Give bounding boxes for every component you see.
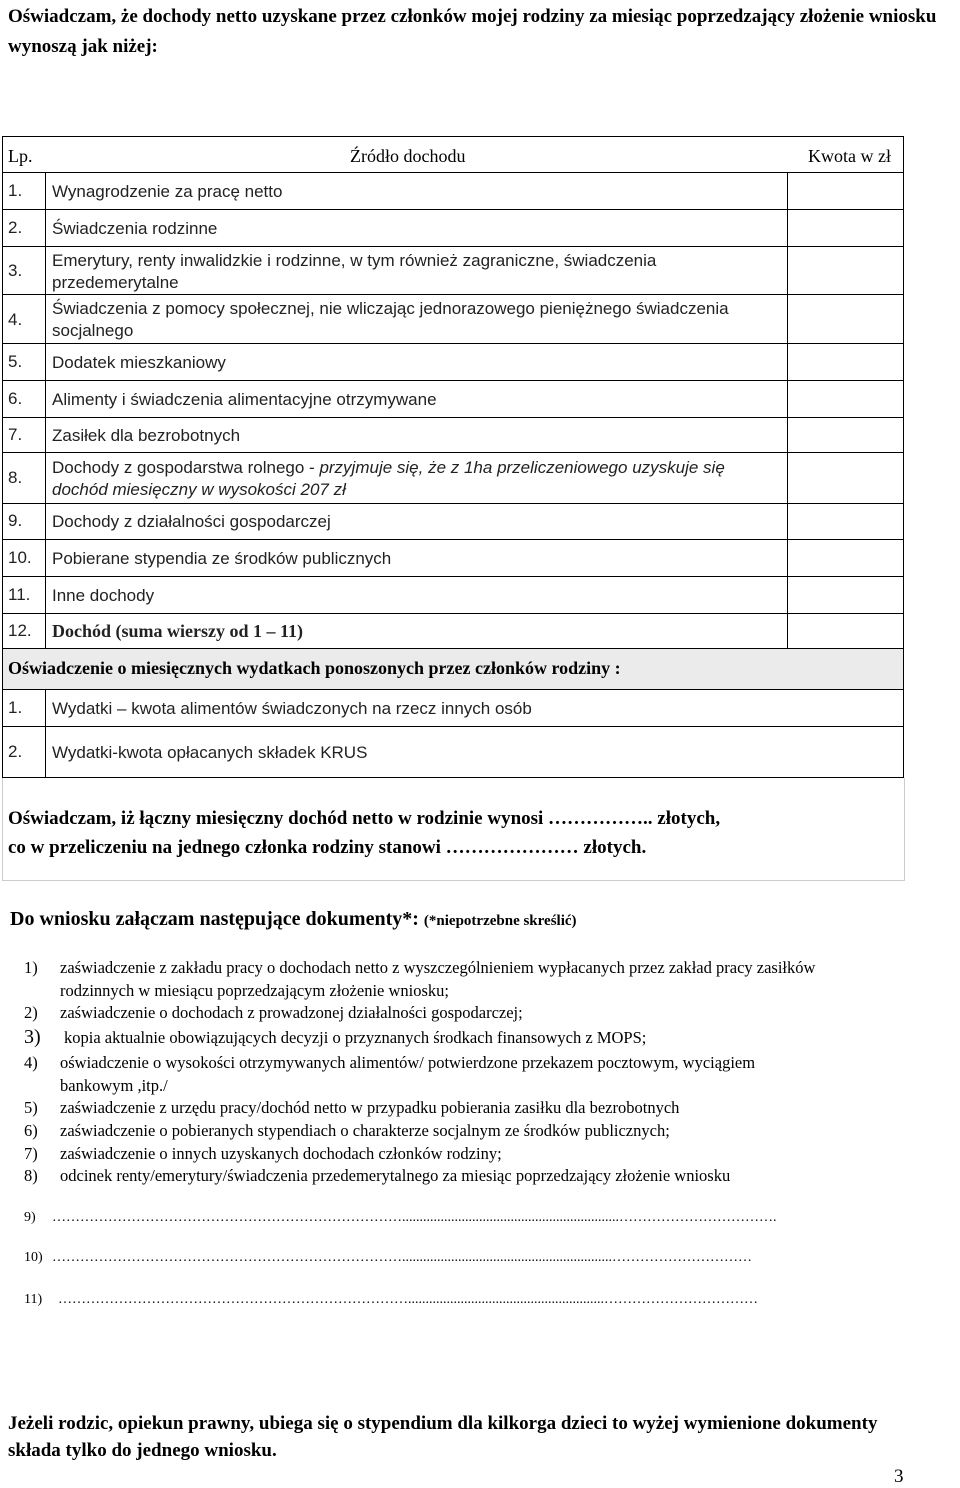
blank-attachment-item xyxy=(24,1250,752,1266)
row-number: 5. xyxy=(8,352,23,371)
table-row xyxy=(2,295,904,344)
table-header xyxy=(2,136,904,173)
row-number: 4. xyxy=(8,310,23,329)
row-label xyxy=(52,457,782,501)
declaration-line-2: co w przeliczeniu na jednego członka rodziny stanowi ………………… złotych. xyxy=(8,837,647,858)
attachment-item xyxy=(24,1164,730,1187)
row-number: 12. xyxy=(8,621,32,640)
item-text: zaświadczenie z urzędu pracy/dochód netto w przypadku pobierania zasiłku dla bezrobotnych xyxy=(60,1098,680,1117)
item-text: oświadczenie o wysokości otrzymywanych alimentów/ potwierdzone przekazem pocztowym, wyciągiem xyxy=(60,1053,756,1072)
attachment-item xyxy=(24,1096,679,1119)
row-label: Dodatek mieszkaniowy xyxy=(52,353,226,372)
attachment-item xyxy=(24,1051,756,1095)
row-label: Alimenty i świadczenia alimentacyjne otrzymywane xyxy=(52,390,437,409)
attachment-item xyxy=(24,956,816,1000)
table-row xyxy=(2,173,904,210)
intro-statement: Oświadczam, że dochody netto uzyskane przez członków mojej rodziny za miesiąc poprzedzający złożenie wniosku wynoszą jak niżej: xyxy=(8,6,937,57)
item-number: 6) xyxy=(24,1121,38,1140)
item-text: odcinek renty/emerytury/świadczenia przedemerytalnego za miesiąc poprzedzający złożenie wniosku xyxy=(60,1166,731,1185)
table-row xyxy=(2,453,904,504)
item-number: 3) xyxy=(24,1026,41,1048)
table-row xyxy=(2,247,904,295)
row-label: Zasiłek dla bezrobotnych xyxy=(52,426,241,445)
item-number: 9) xyxy=(24,1210,36,1225)
item-text: zaświadczenie o dochodach z prowadzonej działalności gospodarczej; xyxy=(60,1003,523,1022)
table-row xyxy=(2,344,904,381)
header-source: Źródło dochodu xyxy=(350,146,466,166)
item-number: 10) xyxy=(24,1250,43,1265)
income-declaration xyxy=(8,804,720,862)
item-number: 5) xyxy=(24,1098,38,1117)
row-label: Pobierane stypendia ze środków publicznych xyxy=(52,549,392,568)
table-row xyxy=(2,381,904,418)
attachments-heading xyxy=(10,908,577,931)
row-label: Wydatki-kwota opłacanych składek KRUS xyxy=(52,743,368,762)
row-label: Wynagrodzenie za pracę netto xyxy=(52,182,283,201)
attachment-item xyxy=(24,1026,646,1049)
row-number: 9. xyxy=(8,511,23,530)
row-number: 1. xyxy=(8,698,23,717)
item-text-continued: rodzinnych w miesiącu poprzedzającym złożenie wniosku; xyxy=(60,981,449,1000)
expense-row xyxy=(2,690,904,727)
row-label: Dochód (suma wierszy od 1 – 11) xyxy=(52,621,303,641)
attachments-title: Do wniosku załączam następujące dokumenty*: xyxy=(10,908,419,930)
blank-attachment-item xyxy=(24,1210,777,1226)
header-amount: Kwota w zł xyxy=(808,146,891,166)
item-text: kopia aktualnie obowiązujących decyzji o przyznanych środkach finansowych z MOPS; xyxy=(64,1028,647,1047)
item-number: 8) xyxy=(24,1166,38,1185)
fill-in-dots: …………………………………………………………………..............................................................……………………………. xyxy=(52,1210,777,1225)
row-label: Świadczenia z pomocy społecznej, nie wliczając jednorazowego pieniężnego świadczenia socjalnego xyxy=(52,299,729,340)
fill-in-dots: …………………………………………………………………............................................................………………………… xyxy=(52,1250,752,1265)
expense-row xyxy=(2,727,904,778)
attachment-item xyxy=(24,1142,502,1165)
row-label: Emerytury, renty inwalidzkie i rodzinne, w tym również zagraniczne, świadczenia przedemerytalne xyxy=(52,251,657,292)
row-label: Inne dochody xyxy=(52,586,155,605)
row-number: 7. xyxy=(8,425,23,444)
item-text: zaświadczenie o pobieranych stypendiach o charakterze socjalnym ze środków publicznych; xyxy=(60,1121,670,1140)
table-row xyxy=(2,577,904,614)
item-text: zaświadczenie z zakładu pracy o dochodach netto z wyszczególnieniem wypłacanych przez zakład pracy zasiłków xyxy=(60,958,816,977)
item-number: 11) xyxy=(24,1292,43,1307)
row-number: 2. xyxy=(8,742,23,761)
table-row xyxy=(2,210,904,247)
item-number: 1) xyxy=(24,958,38,977)
row-number: 10. xyxy=(8,548,32,567)
item-text-continued: bankowym ,itp./ xyxy=(60,1076,168,1095)
item-number: 4) xyxy=(24,1053,38,1072)
footer-note: Jeżeli rodzic, opiekun prawny, ubiega się o stypendium dla kilkorga dzieci to wyżej wymienione dokumenty składa tylko do jednego wniosku. xyxy=(8,1413,878,1461)
item-number: 2) xyxy=(24,1003,38,1022)
expenses-heading: Oświadczenie o miesięcznych wydatkach ponoszonych przez członków rodziny : xyxy=(8,658,621,678)
row-number: 3. xyxy=(8,261,23,280)
row-label: Dochody z działalności gospodarczej xyxy=(52,512,331,531)
attachment-item xyxy=(24,1001,523,1024)
row-label-italic: przyjmuje się, że z 1ha przeliczeniowego uzyskuje się dochód miesięczny w wysokości 207 zł xyxy=(52,458,725,499)
table-row-sum xyxy=(2,614,904,649)
expenses-heading-row xyxy=(2,649,904,690)
page-number: 3 xyxy=(894,1466,904,1487)
header-lp: Lp. xyxy=(8,146,33,166)
row-number: 8. xyxy=(8,468,23,487)
item-number: 7) xyxy=(24,1144,38,1163)
table-row xyxy=(2,418,904,453)
row-number: 1. xyxy=(8,181,23,200)
item-text: zaświadczenie o innych uzyskanych dochodach członków rodziny; xyxy=(60,1144,502,1163)
table-row xyxy=(2,504,904,540)
declaration-line-1: Oświadczam, iż łączny miesięczny dochód netto w rodzinie wynosi …………….. złotych, xyxy=(8,808,721,829)
table-row xyxy=(2,540,904,577)
fill-in-dots: …………………………………………………………………........................................................…………………………… xyxy=(58,1292,758,1307)
attachment-item xyxy=(24,1119,670,1142)
row-number: 11. xyxy=(8,585,31,604)
row-label: Świadczenia rodzinne xyxy=(52,219,218,238)
row-number: 2. xyxy=(8,218,23,237)
attachments-note: (*niepotrzebne skreślić) xyxy=(423,913,577,929)
row-number: 6. xyxy=(8,389,23,408)
row-label-plain: Dochody z gospodarstwa rolnego - xyxy=(52,458,320,477)
row-label: Wydatki – kwota alimentów świadczonych na rzecz innych osób xyxy=(52,699,532,718)
blank-attachment-item xyxy=(24,1292,758,1308)
